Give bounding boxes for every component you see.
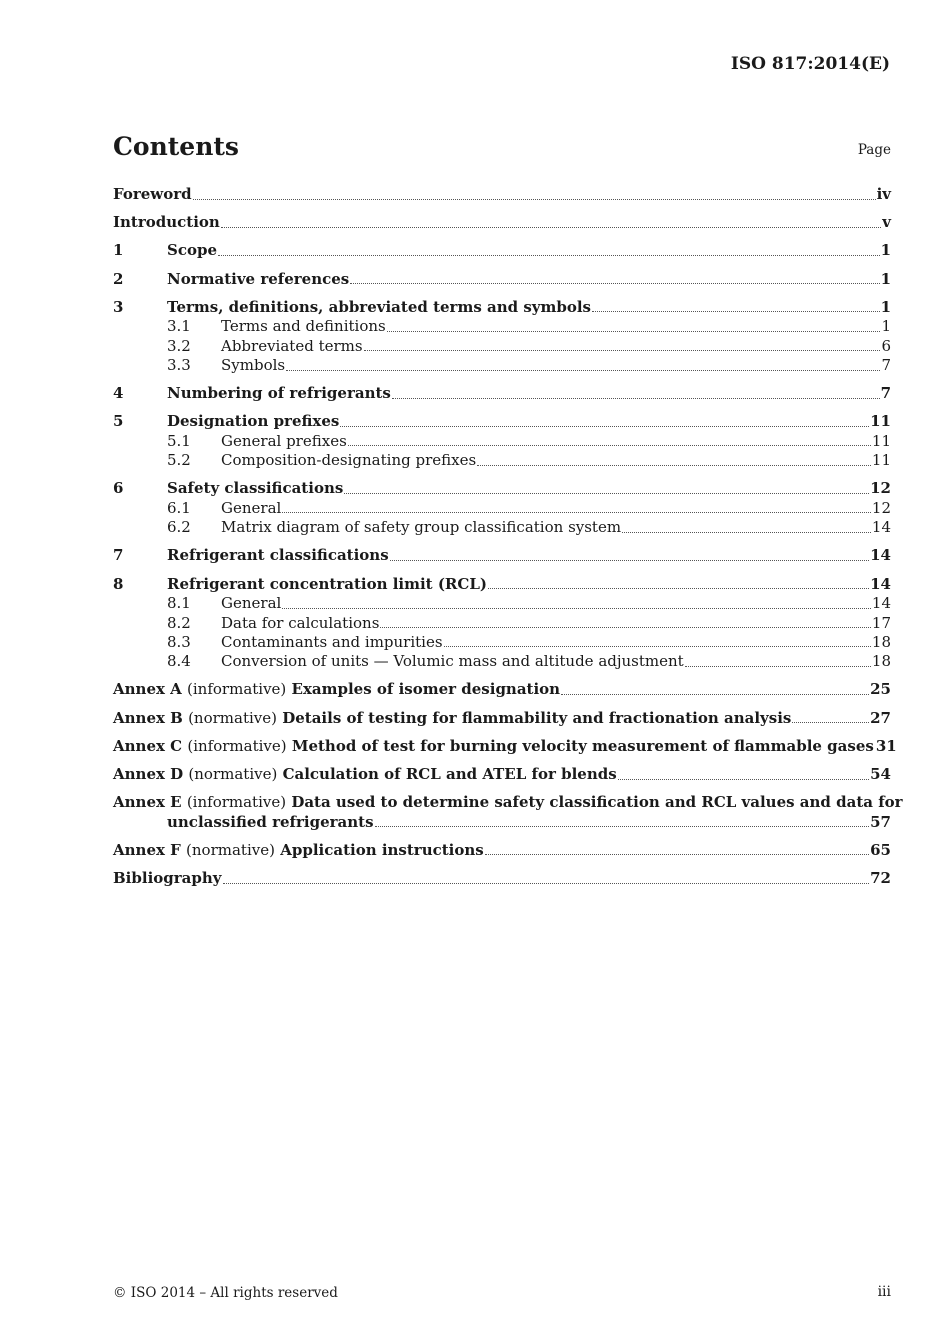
toc-title: Refrigerant classifications xyxy=(167,546,389,565)
leader-dots xyxy=(477,464,871,466)
toc-number: 1 xyxy=(113,241,124,260)
toc-page: 1 xyxy=(881,317,891,336)
toc-number: 8.2 xyxy=(167,613,191,632)
toc-title: General xyxy=(221,594,282,613)
toc-title: Refrigerant concentration limit (RCL) xyxy=(167,574,487,593)
annex-kind: (informative) xyxy=(186,793,287,812)
toc-title: Numbering of refrigerants xyxy=(167,384,391,403)
leader-dots xyxy=(348,444,871,446)
annex-kind: (informative) xyxy=(187,680,287,699)
toc-page: 11 xyxy=(871,431,891,450)
annex-label: Annex E xyxy=(113,793,182,812)
toc-page: 18 xyxy=(871,632,891,651)
toc-page: 12 xyxy=(871,498,891,517)
toc-entry-annex-d[interactable] xyxy=(113,765,891,785)
toc-title: Bibliography xyxy=(113,869,222,888)
toc-entry-foreword[interactable] xyxy=(113,185,891,205)
leader-dots xyxy=(622,531,871,533)
toc-number: 4 xyxy=(113,384,124,403)
leader-dots xyxy=(282,511,871,513)
toc-entry-section-4[interactable] xyxy=(113,384,891,404)
toc-title: General xyxy=(221,498,282,517)
document-id: ISO 817:2014(E) xyxy=(730,54,890,74)
toc-title xyxy=(113,841,484,861)
toc-number: 5 xyxy=(113,412,124,431)
annex-kind: (normative) xyxy=(188,708,277,727)
leader-dots xyxy=(561,693,869,695)
toc-page: 14 xyxy=(871,594,891,613)
toc-number: 5.1 xyxy=(167,431,191,450)
leader-dots xyxy=(340,425,869,427)
toc-title: Contaminants and impurities xyxy=(221,632,443,651)
toc-page: 17 xyxy=(871,613,891,632)
table-of-contents xyxy=(113,185,903,897)
toc-title: Conversion of units — Volumic mass and altitude adjustment xyxy=(221,652,684,671)
toc-page: 6 xyxy=(881,336,891,355)
leader-dots xyxy=(685,665,871,667)
toc-page: v xyxy=(882,213,891,232)
annex-kind: (informative) xyxy=(187,736,287,755)
leader-dots xyxy=(344,492,869,494)
toc-number: 3.1 xyxy=(167,317,191,336)
toc-title xyxy=(113,793,903,813)
footer-page-number: iii xyxy=(877,1284,891,1300)
leader-dots xyxy=(364,349,881,351)
toc-number: 3.3 xyxy=(167,356,191,375)
toc-entry-annex-b[interactable] xyxy=(113,709,891,729)
toc-number: 3 xyxy=(113,297,124,316)
toc-subentry-8-1[interactable] xyxy=(113,594,891,613)
toc-entry-section-3 xyxy=(113,298,891,376)
annex-title-continued: unclassified refrigerants xyxy=(167,812,374,831)
toc-entry-section-1[interactable] xyxy=(113,241,891,261)
toc-entry-section-8 xyxy=(113,575,891,672)
toc-number: 8.4 xyxy=(167,652,191,671)
leader-dots xyxy=(350,282,879,284)
toc-subentry-3-2[interactable] xyxy=(113,337,891,356)
footer-copyright: © ISO 2014 – All rights reserved xyxy=(113,1285,338,1301)
leader-dots xyxy=(390,559,869,561)
toc-title: Designation prefixes xyxy=(167,412,340,431)
toc-page: 1 xyxy=(880,297,891,316)
annex-label: Annex B xyxy=(113,708,183,727)
toc-subentry-5-2[interactable] xyxy=(113,451,891,470)
leader-dots xyxy=(392,397,880,399)
toc-page: 72 xyxy=(870,869,891,888)
toc-page: 31 xyxy=(875,736,897,755)
toc-title xyxy=(113,765,617,785)
toc-entry-section-7[interactable] xyxy=(113,546,891,566)
toc-title: General prefixes xyxy=(221,431,347,450)
toc-number: 7 xyxy=(113,546,124,565)
toc-subentry-3-3[interactable] xyxy=(113,356,891,375)
toc-entry-section-2[interactable] xyxy=(113,270,891,290)
leader-dots xyxy=(485,853,869,855)
toc-title: Terms and definitions xyxy=(221,317,386,336)
toc-entry-annex-a[interactable] xyxy=(113,680,891,700)
leader-dots xyxy=(223,882,870,884)
toc-subentry-8-2[interactable] xyxy=(113,614,891,633)
toc-page: 18 xyxy=(871,652,891,671)
annex-title: Calculation of RCL and ATEL for blends xyxy=(282,764,617,783)
toc-title: Symbols xyxy=(221,356,286,375)
leader-dots xyxy=(592,310,880,312)
annex-label: Annex A xyxy=(113,680,182,699)
toc-page: 12 xyxy=(870,479,891,498)
toc-number: 8.3 xyxy=(167,632,191,651)
annex-title: Data used to determine safety classification and RCL values and data for xyxy=(291,793,903,812)
toc-title: Abbreviated terms xyxy=(221,336,363,355)
toc-page: 11 xyxy=(871,451,891,470)
annex-kind: (normative) xyxy=(186,840,275,859)
leader-dots xyxy=(282,607,871,609)
toc-entry-bibliography[interactable] xyxy=(113,869,891,889)
leader-dots xyxy=(618,778,869,780)
toc-entry-annex-f[interactable] xyxy=(113,841,891,861)
toc-number: 8.1 xyxy=(167,594,191,613)
leader-dots xyxy=(488,587,869,589)
toc-page: iv xyxy=(876,185,891,203)
toc-title: Scope xyxy=(167,241,218,260)
annex-title: Examples of isomer designation xyxy=(291,680,561,699)
annex-label: Annex D xyxy=(113,764,184,783)
leader-dots xyxy=(193,198,876,200)
toc-page: 14 xyxy=(870,546,891,565)
annex-kind: (normative) xyxy=(188,764,278,783)
leader-dots xyxy=(444,645,871,647)
toc-entry-section-6 xyxy=(113,479,891,537)
toc-page: 54 xyxy=(870,764,891,783)
toc-title: Safety classifications xyxy=(167,479,344,498)
toc-subentry-3-1[interactable] xyxy=(113,317,891,336)
toc-entry-introduction[interactable] xyxy=(113,213,891,233)
annex-label: Annex C xyxy=(113,736,183,755)
toc-page: 25 xyxy=(870,680,891,699)
toc-page: 27 xyxy=(870,708,891,727)
contents-heading: Contents xyxy=(113,132,240,161)
toc-page: 1 xyxy=(880,269,891,288)
toc-number: 2 xyxy=(113,269,124,288)
toc-title xyxy=(113,737,874,757)
toc-title: Matrix diagram of safety group classification system xyxy=(221,518,622,537)
toc-subentry-6-1[interactable] xyxy=(113,499,891,518)
annex-label: Annex F xyxy=(113,840,181,859)
toc-subentry-5-1[interactable] xyxy=(113,432,891,451)
toc-page: 7 xyxy=(881,356,891,375)
toc-page: 65 xyxy=(870,840,891,859)
leader-dots xyxy=(375,825,870,827)
leader-dots xyxy=(286,369,880,371)
toc-title: Normative references xyxy=(167,269,350,288)
toc-number: 6 xyxy=(113,479,124,498)
toc-line-section-6[interactable] xyxy=(113,479,891,499)
toc-number: 3.2 xyxy=(167,336,191,355)
toc-page: 14 xyxy=(871,518,891,537)
toc-entry-section-5 xyxy=(113,412,891,470)
toc-number: 8 xyxy=(113,574,124,593)
leader-dots xyxy=(792,721,869,723)
toc-subentry-8-3[interactable] xyxy=(113,633,891,652)
annex-title: Details of testing for flammability and fractionation analysis xyxy=(282,708,792,727)
toc-title xyxy=(113,680,560,700)
page-column-label: Page xyxy=(857,142,891,158)
toc-title: Data for calculations xyxy=(221,613,380,632)
toc-title: Terms, definitions, abbreviated terms and symbols xyxy=(167,297,591,316)
toc-line-section-8[interactable] xyxy=(113,575,891,595)
leader-dots xyxy=(221,226,881,228)
toc-page: 1 xyxy=(880,241,891,260)
toc-subentry-6-2[interactable] xyxy=(113,518,891,537)
toc-page: 11 xyxy=(870,412,891,431)
leader-dots xyxy=(218,254,880,256)
toc-page: 57 xyxy=(870,812,891,831)
toc-number: 6.1 xyxy=(167,498,191,517)
toc-page: 7 xyxy=(880,384,891,403)
toc-title: Composition-designating prefixes xyxy=(221,451,477,470)
toc-entry-annex-e[interactable] xyxy=(113,793,903,832)
leader-dots xyxy=(380,626,871,628)
toc-number: 6.2 xyxy=(167,518,191,537)
toc-title xyxy=(113,709,791,729)
toc-title: Foreword xyxy=(113,185,192,203)
toc-page: 14 xyxy=(870,574,891,593)
toc-entry-annex-c[interactable] xyxy=(113,736,897,757)
toc-title: Introduction xyxy=(113,213,220,232)
toc-subentry-8-4[interactable] xyxy=(113,652,891,671)
annex-title: Application instructions xyxy=(280,840,484,859)
annex-title: Method of test for burning velocity measurement of flammable gases xyxy=(291,736,874,755)
toc-line-section-3[interactable] xyxy=(113,298,891,318)
leader-dots xyxy=(387,330,881,332)
toc-line-section-5[interactable] xyxy=(113,412,891,432)
toc-number: 5.2 xyxy=(167,451,191,470)
